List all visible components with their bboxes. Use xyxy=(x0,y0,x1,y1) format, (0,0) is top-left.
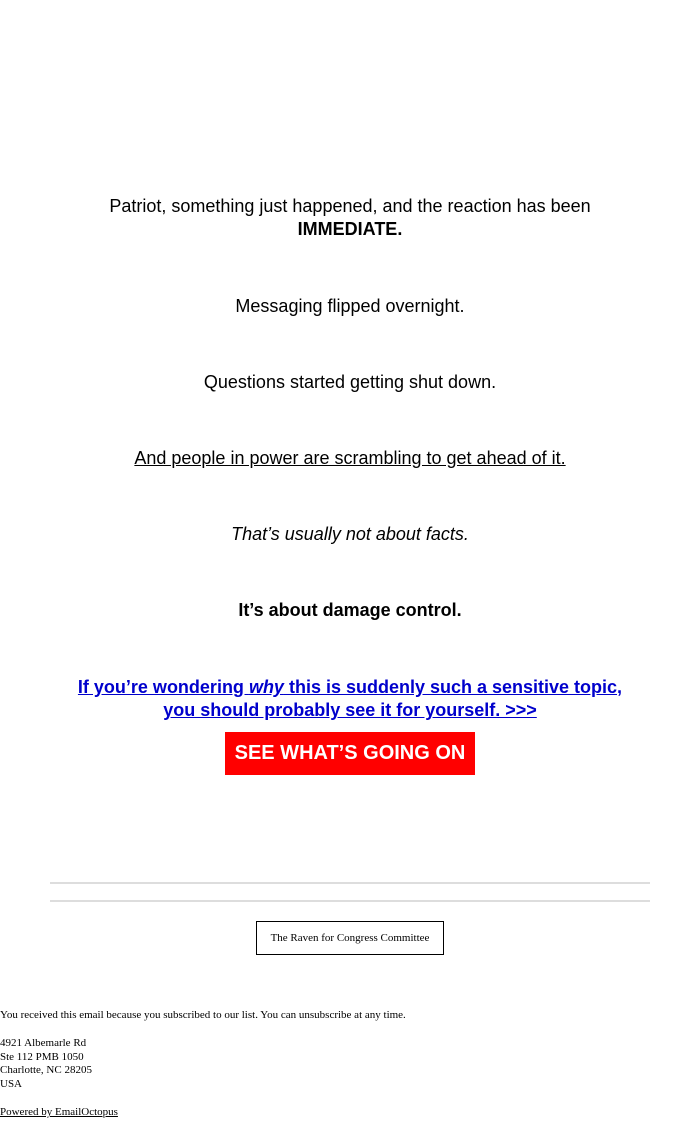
organization-label: The Raven for Congress Committee xyxy=(256,921,444,955)
mailing-address xyxy=(0,1037,92,1091)
scrambling-line: And people in power are scrambling to get ahead of it. xyxy=(134,448,566,468)
address-line: Ste 112 PMB 1050 xyxy=(0,1050,84,1063)
facts-line: That’s usually not about facts. xyxy=(231,524,469,544)
questions-line: Questions started getting shut down. xyxy=(203,372,497,392)
powered-by-link[interactable]: Powered by EmailOctopus xyxy=(0,1106,118,1118)
subscription-notice: You received this email because you subscribed to our list. You can unsubscribe at any time. xyxy=(0,1009,406,1021)
see-whats-going-on-button[interactable]: SEE WHAT’S GOING ON xyxy=(225,732,475,775)
damage-control-line: It’s about damage control. xyxy=(238,600,462,620)
cta-link-emphasis[interactable]: why xyxy=(248,677,284,697)
intro-text: Patriot, something just happened, and the reaction has been xyxy=(109,196,591,216)
intro-paragraph xyxy=(0,195,700,241)
cta-link-line-1[interactable] xyxy=(0,676,700,699)
address-line: Charlotte, NC 28205 xyxy=(0,1064,92,1076)
address-line: 4921 Albemarle Rd xyxy=(0,1037,87,1049)
cta-link-line-2[interactable]: you should probably see it for yourself. >>> xyxy=(163,700,537,720)
divider-bottom xyxy=(50,900,650,902)
messaging-line: Messaging flipped overnight. xyxy=(235,296,465,316)
intro-emphasis: IMMEDIATE. xyxy=(297,219,403,239)
address-line: USA xyxy=(0,1077,23,1090)
cta-link-part1[interactable]: If you’re wondering xyxy=(77,677,249,697)
cta-link[interactable] xyxy=(0,676,700,722)
cta-link-part2[interactable]: this is suddenly such a sensitive topic, xyxy=(283,677,623,697)
divider-top xyxy=(50,882,650,884)
